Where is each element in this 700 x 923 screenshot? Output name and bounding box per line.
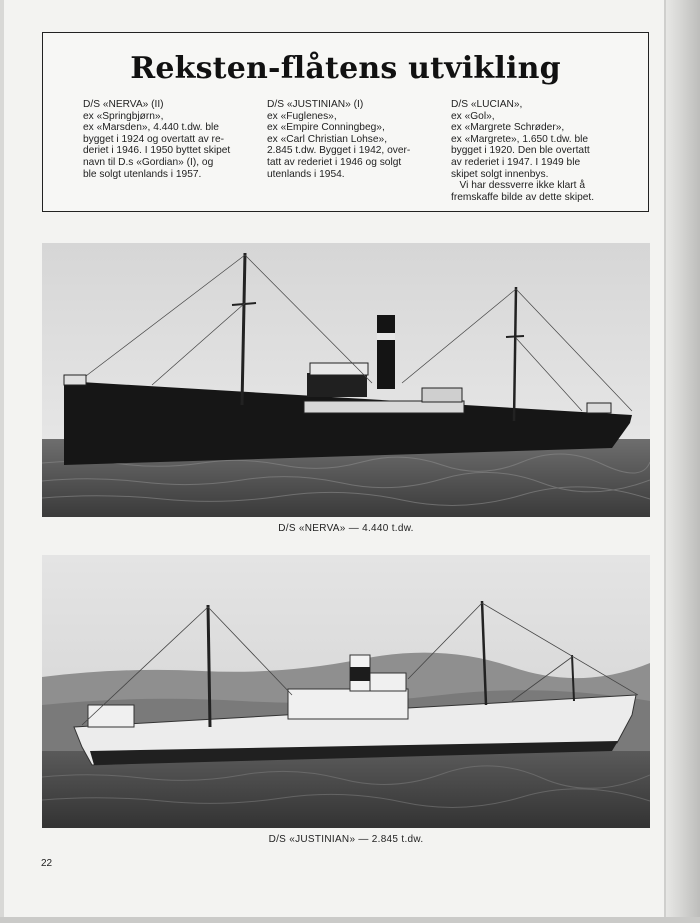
column-justinian <box>267 99 427 180</box>
text-line: Vi har dessverre ikke klart å <box>451 180 585 192</box>
text-line: av rederiet i 1947. I 1949 ble <box>451 156 581 168</box>
page-right-edge <box>664 0 700 923</box>
text-line: ex «Fuglenes», <box>267 110 337 122</box>
ship-photo-justinian <box>42 555 650 828</box>
text-line: D/S «JUSTINIAN» (I) <box>267 99 364 110</box>
text-line: ex «Springbjørn», <box>83 110 164 122</box>
text-line: fremskaffe bilde av dette skipet. <box>451 191 595 203</box>
column-lucian <box>451 99 611 203</box>
text-line: ex «Gol», <box>451 110 495 122</box>
text-line: 2.845 t.dw. Bygget i 1942, over- <box>267 145 411 157</box>
text-line: ble solgt utenlands i 1957. <box>83 168 202 180</box>
column-nerva <box>83 99 243 180</box>
text-line: deriet i 1946. I 1950 byttet skipet <box>83 145 231 157</box>
text-line: ex «Empire Conningbeg», <box>267 122 385 134</box>
text-line: bygget i 1920. Den ble overtatt <box>451 145 590 157</box>
text-line: skipet solgt innenbys. <box>451 168 549 180</box>
text-line: D/S «NERVA» (II) <box>83 99 164 110</box>
text-line: tatt av rederiet i 1946 og solgt <box>267 156 402 168</box>
text-line: navn til D.s «Gordian» (I), og <box>83 156 214 168</box>
text-line: ex «Margrete», 1.650 t.dw. ble <box>451 133 589 145</box>
page-left-edge <box>0 0 4 923</box>
page-title: Reksten-flåtens utvikling <box>130 51 561 86</box>
text-line: ex «Carl Christian Lohse», <box>267 133 388 145</box>
page-number: 22 <box>41 858 53 869</box>
photo-caption-justinian: D/S «JUSTINIAN» — 2.845 t.dw. <box>268 834 424 845</box>
text-line: ex «Margrete Schrøder», <box>451 122 565 134</box>
text-line: ex «Marsden», 4.440 t.dw. ble <box>83 122 219 134</box>
text-line: bygget i 1924 og overtatt av re- <box>83 133 225 145</box>
ship-photo-nerva <box>42 243 650 517</box>
photo-caption-nerva: D/S «NERVA» — 4.440 t.dw. <box>278 523 414 534</box>
text-line: D/S «LUCIAN», <box>451 99 523 110</box>
text-line: utenlands i 1954. <box>267 168 345 180</box>
page-bottom-edge <box>0 917 700 923</box>
header-box <box>42 32 649 212</box>
